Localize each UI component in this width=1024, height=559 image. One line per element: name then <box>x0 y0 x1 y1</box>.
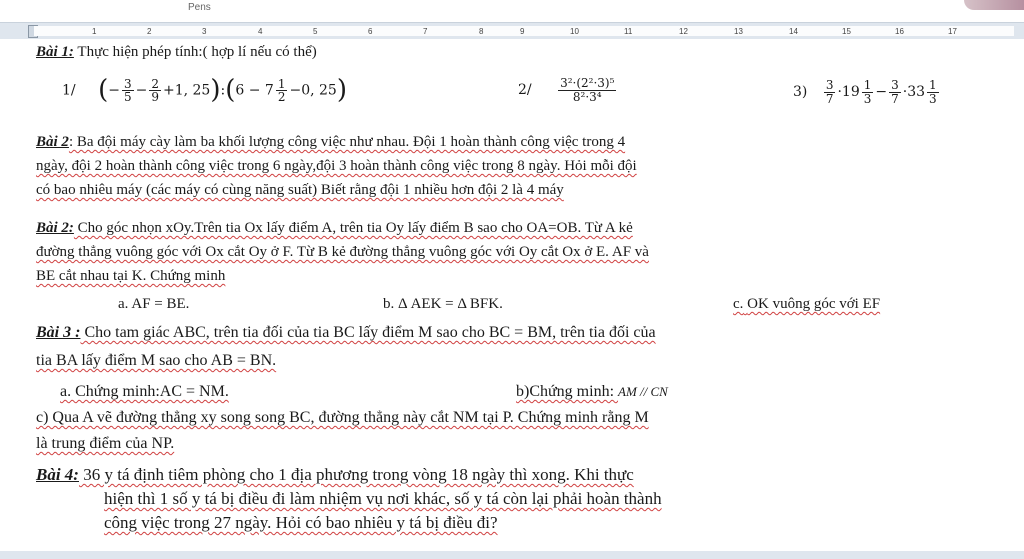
ruler[interactable] <box>0 22 1024 40</box>
bai2a-line3: có bao nhiêu máy (các máy có cùng năng suất) Biết rằng đội 1 nhiều hơn đội 2 là 4 máy <box>36 182 564 198</box>
p2-label: 2/ <box>518 82 532 99</box>
ruler-tick: 7 <box>423 27 428 36</box>
bai2b-line2: đường thẳng vuông góc với Ox cắt Oy ở F. Từ B kẻ đường thẳng vuông góc với Oy cắt Ox ở E. AF và <box>36 244 649 260</box>
ruler-tick: 3 <box>202 27 207 36</box>
bai2b-part-a: a. AF = BE. <box>118 296 190 312</box>
bai4-line3: công việc trong 27 ngày. Hỏi có bao nhiêu y tá bị điều đi? <box>104 513 498 532</box>
bai3-part-c-line2: là trung điểm của NP. <box>36 435 175 452</box>
ruler-tick: 17 <box>948 27 957 36</box>
ruler-tick: 16 <box>895 27 904 36</box>
status-bar <box>0 551 1024 559</box>
bai2b-title: Bài 2: <box>36 220 74 236</box>
ruler-tick: 11 <box>624 27 633 36</box>
document-page[interactable] <box>0 39 1024 551</box>
ruler-tick: 4 <box>258 27 263 36</box>
ruler-tick: 10 <box>570 27 579 36</box>
bai1-problem-2: 2/ $\frac{\text{3²·(2²·3)⁵}}{\text{8²·3⁴}}$ <box>518 76 615 104</box>
bai4-line1: Bài 4: 36 y tá định tiêm phòng cho 1 địa phương trong vòng 18 ngày thì xong. Khi thực <box>36 465 634 484</box>
bai3-part-a: a. Chứng minh:AC = NM. <box>60 383 229 400</box>
bai4-title: Bài 4: <box>36 465 79 484</box>
bai4-line2: hiện thì 1 số y tá bị điều đi làm nhiệm vụ nơi khác, số y tá còn lại phải hoàn thành <box>104 489 662 508</box>
ruler-tick: 8 <box>479 27 484 36</box>
ruler-tick: 6 <box>368 27 373 36</box>
bai1-heading <box>36 43 317 61</box>
bai3-title: Bài 3 : <box>36 324 81 341</box>
bai2a-line2: ngày, đội 2 hoàn thành công việc trong 6 ngày,đội 3 hoàn thành công việc trong 8 ngày. Hỏi mỗi đội <box>36 158 637 174</box>
bai2b-line1: Bài 2: Cho góc nhọn xOy.Trên tia Ox lấy điểm A, trên tia Oy lấy điểm B sao cho OA=OB. Từ A kẻ <box>36 220 633 236</box>
bai2a-line1: Bài 2: Ba đội máy cày làm ba khối lượng công việc như nhau. Đội 1 hoàn thành công việc trong 4 <box>36 134 626 150</box>
ruler-tick: 1 <box>92 27 97 36</box>
bai2b-line3: BE cắt nhau tại K. Chứng minh <box>36 268 226 284</box>
bai2a-title: Bài 2 <box>36 134 69 150</box>
ruler-tick: 15 <box>842 27 851 36</box>
bai2b-part-c: c. OK vuông góc với EF <box>733 296 881 312</box>
title-bar <box>0 0 1024 22</box>
bai1-title: Bài 1: <box>36 44 74 60</box>
bai1-problem-1: 1/ (− $\frac{3}{5}$ − $\frac{2}{9}$ +1, 25):(6 − 7 $\frac{1}{2}$ −0, 25) <box>62 75 347 105</box>
ruler-tick: 9 <box>520 27 525 36</box>
bai3-part-c-line1: c) Qua A vẽ đường thẳng xy song song BC, đường thẳng này cắt NM tại P. Chứng minh rằng M <box>36 409 649 426</box>
window-decoration <box>964 0 1024 10</box>
bai2b-part-b: b. Δ AEK = Δ BFK. <box>383 296 503 312</box>
p3-label: 3) <box>793 84 808 101</box>
bai1-problem-3: 3) $\frac{3}{7}$ ·19 $\frac{1}{3}$ − $\frac{3}{7}$ ·33 $\frac{1}{3}$ <box>793 78 937 106</box>
bai3-line2: tia BA lấy điểm M sao cho AB = BN. <box>36 352 277 369</box>
ruler-tick: 13 <box>734 27 743 36</box>
bai3-line1: Bài 3 : Cho tam giác ABC, trên tia đối của tia BC lấy điểm M sao cho BC = BM, trên tia đối của <box>36 324 656 341</box>
p1-label: 1/ <box>62 82 76 99</box>
bai3-part-b: b)Chứng minh: AM // CN <box>516 383 668 400</box>
ruler-tick: 14 <box>789 27 798 36</box>
ruler-tick: 2 <box>147 27 152 36</box>
ruler-tick: 5 <box>313 27 318 36</box>
ruler-tick: 12 <box>679 27 688 36</box>
window-title: Pens <box>188 2 211 13</box>
bai1-text: Thực hiện phép tính:( hợp lí nếu có thể) <box>77 44 317 60</box>
